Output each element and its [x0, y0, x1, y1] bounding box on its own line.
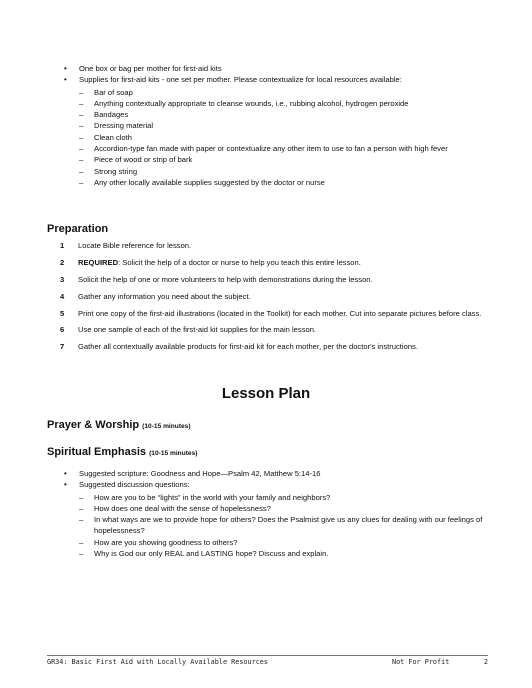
sublist-item-text: Piece of wood or strip of bark	[94, 155, 193, 165]
scripture-text: Suggested scripture: Goodness and Hope—Psalm 42, Matthew 5:14-16	[79, 469, 321, 478]
heading-text: Spiritual Emphasis	[47, 446, 147, 458]
sublist-item	[79, 166, 484, 177]
page-number: 2	[483, 658, 488, 666]
step-number: 3	[60, 274, 65, 284]
sublist-item-text: Anything contextually appropriate to cleanse wounds, i.e., rubbing alcohol, hydrogen peroxide	[94, 98, 409, 108]
footer-document-title: GR34: Basic First Aid with Locally Available Resources	[47, 658, 268, 666]
kit-supplies-sublist	[79, 87, 484, 189]
sublist-item-text: Clean cloth	[94, 132, 132, 142]
step-number: 1	[60, 241, 65, 250]
footer-notice: Not For Profit	[392, 658, 450, 666]
preparation-steps	[60, 240, 490, 358]
sublist-item	[79, 492, 484, 503]
sublist-item	[79, 514, 484, 537]
question-text: How are you to be “lights” in the world with your family and neighbors?	[94, 492, 331, 502]
preparation-step	[60, 291, 490, 302]
sublist-item	[79, 98, 484, 109]
heading-text: Prayer & Worship	[47, 419, 140, 431]
preparation-step	[60, 240, 490, 251]
discussion-questions	[79, 492, 484, 560]
prayer-worship-heading	[47, 418, 191, 434]
sublist-item-text: Bandages	[94, 110, 129, 120]
lesson-plan-title: Lesson Plan	[221, 385, 311, 402]
question-text: How does one deal with the sense of hopelessness?	[94, 503, 271, 513]
preparation-step	[60, 274, 490, 285]
step-number: 6	[60, 325, 65, 335]
questions-label: Suggested discussion questions:	[79, 480, 190, 490]
list-item	[64, 479, 484, 559]
preparation-heading: Preparation	[47, 223, 109, 235]
step-text: Locate Bible reference for lesson.	[78, 241, 192, 250]
preparation-step	[60, 341, 490, 352]
sublist-item	[79, 548, 484, 559]
question-text: How are you showing goodness to others?	[94, 537, 238, 547]
step-number: 5	[60, 308, 65, 318]
sublist-item-text: Strong string	[94, 166, 138, 176]
step-text: Gather any information you need about the subject.	[78, 291, 251, 301]
preparation-step	[60, 308, 490, 319]
duration-label: (10-15 minutes)	[149, 450, 198, 457]
sublist-item-text: Any other locally available supplies suggested by the doctor or nurse	[94, 177, 325, 187]
question-text: Why is God our only REAL and LASTING hope? Discuss and explain.	[94, 549, 329, 559]
list-item	[64, 468, 484, 479]
step-number: 2	[60, 257, 65, 267]
sublist-item	[79, 154, 484, 165]
sublist-item	[79, 143, 484, 154]
list-item-text: One box or bag per mother for first-aid kits	[79, 64, 222, 73]
sublist-item	[79, 132, 484, 143]
step-emphasis: REQUIRED	[78, 257, 119, 267]
list-item	[64, 74, 484, 188]
sublist-item-text: Accordion-type fan made with paper or contextualize any other item to use to fan a person with high fever	[94, 144, 448, 154]
sublist-item	[79, 120, 484, 131]
sublist-item	[79, 177, 484, 188]
page-footer	[47, 655, 488, 666]
sublist-item	[79, 503, 484, 514]
supplies-list	[64, 63, 484, 188]
step-text: Gather all contextually available products for first-aid kit for each mother, per the doctor's instructions.	[78, 342, 418, 352]
sublist-item-text: Dressing material	[94, 121, 154, 131]
sublist-item	[79, 537, 484, 548]
list-item-text: Supplies for first-aid kits - one set per mother. Please contextualize for local resources available:	[79, 75, 402, 85]
step-text: : Solicit the help of a doctor or nurse to help you teach this entire lesson.	[118, 257, 361, 267]
step-text: Solicit the help of one or more volunteers to help with demonstrations during the lesson.	[78, 274, 373, 284]
step-number: 4	[60, 291, 65, 301]
spiritual-emphasis-list	[64, 468, 484, 559]
preparation-step	[60, 324, 490, 335]
sublist-item	[79, 109, 484, 120]
preparation-step	[60, 257, 490, 268]
sublist-item-text: Bar of soap	[94, 87, 133, 97]
step-text: Print one copy of the first-aid illustrations (located in the Toolkit) for each mother. Cut into separate pictures before class.	[78, 308, 482, 318]
list-item	[64, 63, 484, 74]
question-text: In what ways are we to provide hope for others? Does the Psalmist give us any clues for dealing with our feelings of hopelessness?	[94, 515, 483, 536]
step-text: Use one sample of each of the first-aid kit supplies for the main lesson.	[78, 325, 317, 335]
spiritual-emphasis-heading	[47, 445, 197, 461]
step-number: 7	[60, 342, 65, 352]
duration-label: (10-15 minutes)	[142, 423, 191, 430]
sublist-item	[79, 87, 484, 98]
